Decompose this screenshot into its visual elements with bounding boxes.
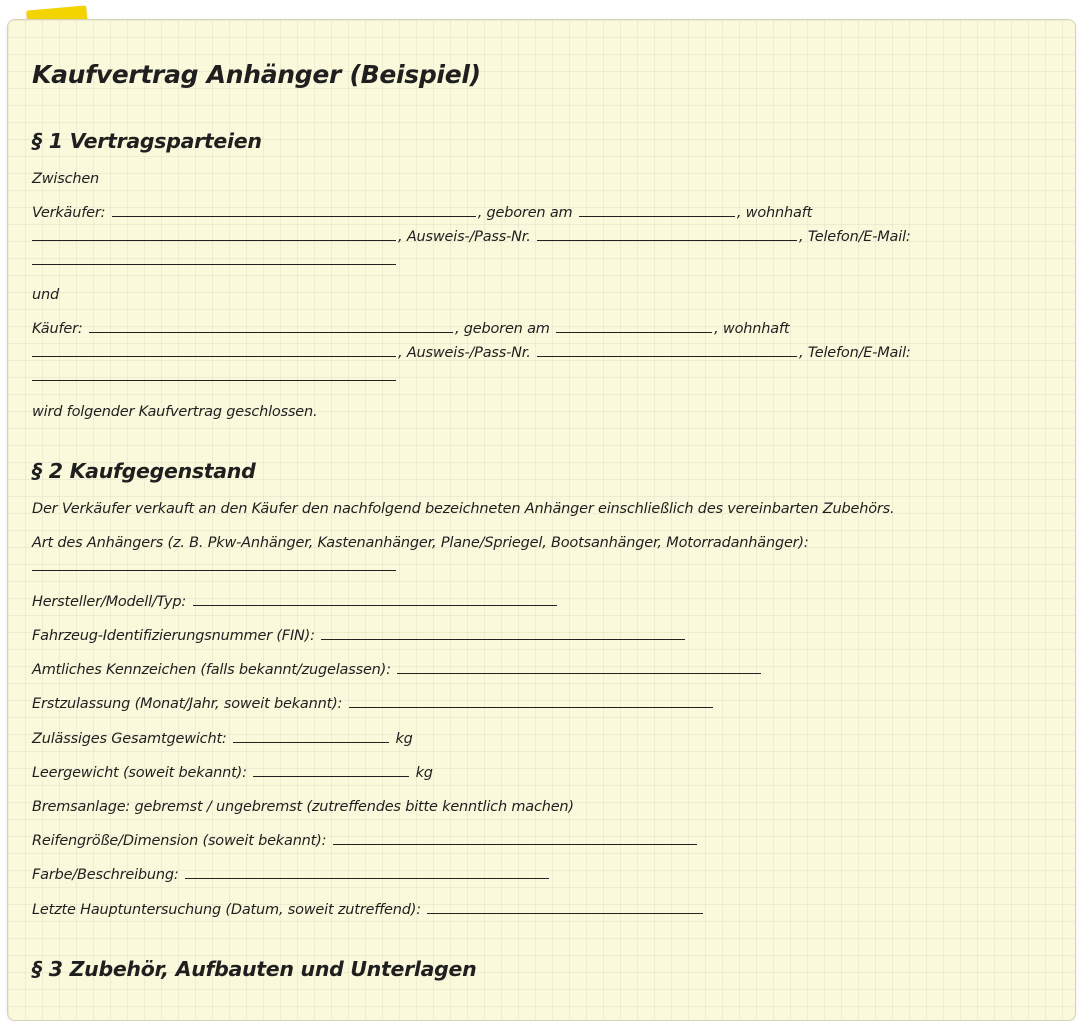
trailer-type-field[interactable] xyxy=(32,557,396,571)
seller-name-field[interactable] xyxy=(112,203,476,217)
brakes-line: Bremsanlage: gebremst / ungebremst (zutreffendes bitte kenntlich machen) xyxy=(32,799,574,815)
color-field[interactable] xyxy=(185,865,549,879)
gross-weight-field[interactable] xyxy=(233,729,389,743)
vin-label: Fahrzeug-Identifizierungsnummer (FIN): xyxy=(32,628,315,644)
seller-address-field[interactable] xyxy=(32,227,396,241)
manufacturer-line xyxy=(32,590,559,614)
buyer-born-label: , geboren am xyxy=(454,321,550,337)
gross-weight-unit: kg xyxy=(395,731,413,747)
gross-weight-label: Zulässiges Gesamtgewicht: xyxy=(32,731,227,747)
manufacturer-field[interactable] xyxy=(193,592,557,606)
registration-line xyxy=(32,692,715,716)
color-label: Farbe/Beschreibung: xyxy=(32,867,179,883)
seller-id-label: , Ausweis-/Pass-Nr. xyxy=(398,229,531,245)
plate-field[interactable] xyxy=(397,660,761,674)
seller-born-label: , geboren am xyxy=(477,205,573,221)
buyer-contact-field[interactable] xyxy=(32,367,396,381)
inspection-label: Letzte Hauptuntersuchung (Datum, soweit zutreffend): xyxy=(32,902,421,918)
document-title: Kaufvertrag Anhänger (Beispiel) xyxy=(32,60,481,89)
manufacturer-label: Hersteller/Modell/Typ: xyxy=(32,594,187,610)
and-text: und xyxy=(32,287,59,303)
seller-contact-field[interactable] xyxy=(32,251,396,265)
vin-line xyxy=(32,624,687,648)
tire-label: Reifengröße/Dimension (soweit bekannt): xyxy=(32,833,327,849)
registration-label: Erstzulassung (Monat/Jahr, soweit bekannt): xyxy=(32,696,343,712)
trailer-type-line xyxy=(32,555,398,579)
inspection-field[interactable] xyxy=(427,900,703,914)
buyer-residing-label: , wohnhaft xyxy=(714,321,790,337)
tire-field[interactable] xyxy=(333,831,697,845)
buyer-contact-label: , Telefon/E-Mail: xyxy=(799,345,911,361)
empty-weight-label: Leergewicht (soweit bekannt): xyxy=(32,765,247,781)
seller-line-2 xyxy=(32,225,911,249)
closing-text: wird folgender Kaufvertrag geschlossen. xyxy=(32,404,318,420)
seller-line-1 xyxy=(32,201,812,225)
buyer-id-label: , Ausweis-/Pass-Nr. xyxy=(398,345,531,361)
plate-label: Amtliches Kennzeichen (falls bekannt/zugelassen): xyxy=(32,662,391,678)
empty-weight-unit: kg xyxy=(415,765,433,781)
buyer-address-field[interactable] xyxy=(32,343,396,357)
section-2-intro: Der Verkäufer verkauft an den Käufer den nachfolgend bezeichneten Anhänger einschließlich des vereinbarten Zubehörs. xyxy=(32,501,895,517)
seller-contact-label: , Telefon/E-Mail: xyxy=(799,229,911,245)
tire-line xyxy=(32,829,699,853)
inspection-line xyxy=(32,898,705,922)
section-1-heading: § 1 Vertragsparteien xyxy=(32,129,262,153)
document-page xyxy=(7,19,1076,1021)
seller-residing-label: , wohnhaft xyxy=(736,205,813,221)
seller-label: Verkäufer: xyxy=(32,205,106,221)
section-2-heading: § 2 Kaufgegenstand xyxy=(32,459,256,483)
trailer-type-label: Art des Anhängers (z. B. Pkw-Anhänger, Kastenanhänger, Plane/Spriegel, Bootsanhänger, Motorradanhänger): xyxy=(32,535,809,551)
gross-weight-line xyxy=(32,727,413,751)
plate-line xyxy=(32,658,763,682)
buyer-id-field[interactable] xyxy=(537,343,797,357)
section-3-heading: § 3 Zubehör, Aufbauten und Unterlagen xyxy=(32,957,477,981)
empty-weight-line xyxy=(32,761,433,785)
intro-between: Zwischen xyxy=(32,171,100,187)
buyer-line-3 xyxy=(32,365,398,389)
seller-birthdate-field[interactable] xyxy=(579,203,735,217)
color-line xyxy=(32,863,551,887)
seller-line-3 xyxy=(32,249,398,273)
seller-id-field[interactable] xyxy=(537,227,797,241)
buyer-line-1 xyxy=(32,317,789,341)
buyer-birthdate-field[interactable] xyxy=(556,319,712,333)
buyer-line-2 xyxy=(32,341,911,365)
buyer-label: Käufer: xyxy=(32,321,83,337)
buyer-name-field[interactable] xyxy=(89,319,453,333)
empty-weight-field[interactable] xyxy=(253,763,409,777)
registration-field[interactable] xyxy=(349,694,713,708)
vin-field[interactable] xyxy=(321,626,685,640)
